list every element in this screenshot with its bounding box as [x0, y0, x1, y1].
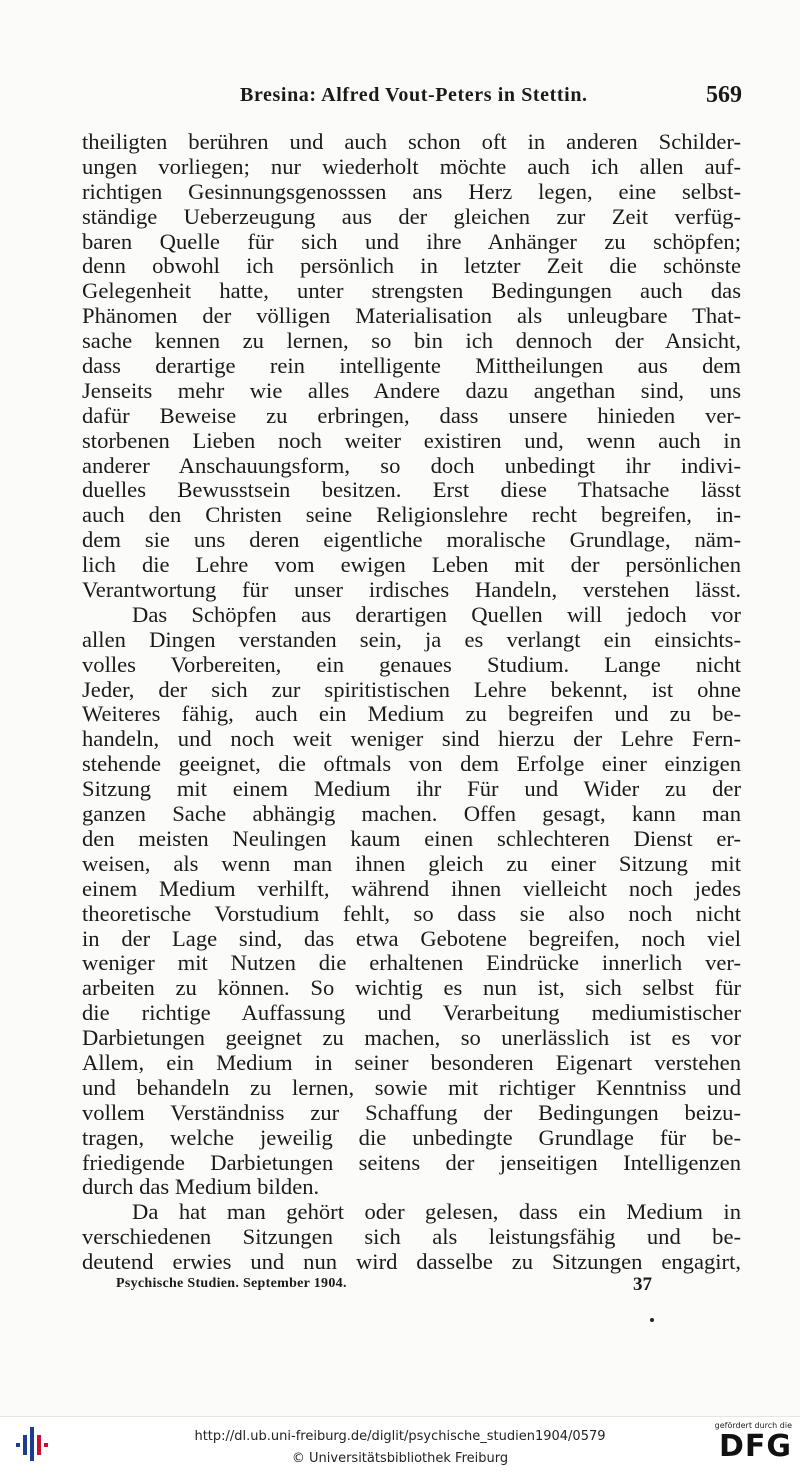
text-line: ständige Ueberzeugung aus der gleichen zur Zeit verfüg-: [82, 203, 741, 229]
text-line: durch das Medium bilden.: [82, 1174, 320, 1200]
text-line: volles Vorbereiten, ein genaues Studium. Lange nicht: [82, 651, 741, 677]
permalink-url[interactable]: http://dl.ub.uni-freiburg.de/diglit/psychische_studien1904/0579: [194, 1429, 606, 1444]
text-line: Jeder, der sich zur spiritistischen Lehre bekennt, ist ohne: [82, 676, 741, 702]
text-line: handeln, und noch weit weniger sind hierzu der Lehre Fern-: [82, 726, 741, 752]
text-line: Weiteres fähig, auch ein Medium zu begreifen und zu be-: [82, 701, 741, 727]
text-line: richtigen Gesinnungsgenosssen ans Herz legen, eine selbst-: [82, 178, 741, 204]
text-line: die richtige Auffassung und Verarbeitung mediumistischer: [82, 1000, 741, 1026]
dfg-logo[interactable]: [708, 1421, 792, 1469]
text-line: in der Lage sind, das etwa Gebotene begreifen, noch viel: [82, 925, 741, 951]
viewer-footer-bar: [0, 1416, 800, 1473]
text-line: baren Quelle für sich und ihre Anhänger zu schöpfen;: [82, 228, 741, 254]
text-line: Jenseits mehr wie alles Andere dazu angethan sind, uns: [82, 377, 741, 403]
text-line: Darbietungen geeignet zu machen, so unerlässlich ist es vor: [82, 1025, 741, 1051]
text-line: denn obwohl ich persönlich in letzter Zeit die schönste: [82, 253, 741, 279]
page-header: [82, 82, 742, 116]
text-line: Sitzung mit einem Medium ihr Für und Wider zu der: [82, 776, 741, 802]
text-line: duelles Bewusstsein besitzen. Erst diese Thatsache lässt: [82, 477, 741, 503]
text-line: theiligten berühren und auch schon oft in anderen Schilder-: [82, 129, 741, 154]
journal-footer: Psychische Studien. September 1904.: [116, 1276, 347, 1291]
text-line: auch den Christen seine Religionslehre recht begreifen, in-: [82, 502, 741, 528]
body-text: [82, 130, 741, 1275]
text-line: stehende geeignet, die oftmals von dem Erfolge einer einzigen: [82, 751, 741, 777]
text-line: Da hat man gehört oder gelesen, dass ein Medium in: [132, 1199, 741, 1225]
text-line: arbeiten zu können. So wichtig es nun ist, sich selbst für: [82, 975, 741, 1001]
text-line: Gelegenheit hatte, unter strengsten Bedingungen auch das: [82, 278, 741, 304]
copyright-notice: © Universitätsbibliothek Freiburg: [291, 1451, 509, 1466]
text-line: friedigende Darbietungen seitens der jenseitigen Intelligenzen: [82, 1149, 741, 1175]
text-line: weniger mit Nutzen die erhaltenen Eindrücke innerlich ver-: [82, 950, 741, 976]
text-line: sache kennen zu lernen, so bin ich dennoch der Ansicht,: [82, 328, 741, 354]
text-line: anderer Anschauungsform, so doch unbedingt ihr indivi-: [82, 452, 741, 478]
text-line: verschiedenen Sitzungen sich als leistungsfähig und be-: [82, 1224, 741, 1250]
text-line: ganzen Sache abhängig machen. Offen gesagt, kann man: [82, 801, 741, 827]
text-line: dem sie uns deren eigentliche moralische Grundlage, näm-: [82, 527, 741, 553]
funding-note: gefördert durch die: [714, 1421, 792, 1430]
text-line: allen Dingen verstanden sein, ja es verlangt ein einsichts-: [82, 626, 741, 652]
page-number: 569: [706, 82, 742, 108]
page-footer: [116, 1276, 656, 1298]
dfg-wordmark: DFG: [718, 1429, 792, 1464]
text-line: storbenen Lieben noch weiter existiren und, wenn auch in: [82, 427, 741, 453]
text-line: ungen vorliegen; nur wiederholt möchte auch ich allen auf-: [82, 153, 741, 179]
text-line: Verantwortung für unser irdisches Handeln, verstehen lässt.: [82, 577, 741, 603]
text-line: dafür Beweise zu erbringen, dass unsere hinieden ver-: [82, 402, 741, 428]
text-line: Allem, ein Medium in seiner besonderen Eigenart verstehen: [82, 1049, 741, 1075]
running-head: Bresina: Alfred Vout-Peters in Stettin.: [240, 84, 588, 106]
signature-mark: 37: [633, 1274, 652, 1295]
text-line: weisen, als wenn man ihnen gleich zu einer Sitzung mit: [82, 850, 741, 876]
text-line: deutend erwies und nun wird dasselbe zu Sitzungen engagirt,: [82, 1249, 741, 1275]
text-line: einem Medium verhilft, während ihnen vielleicht noch jedes: [82, 875, 741, 901]
text-line: dass derartige rein intelligente Mittheilungen aus dem: [82, 353, 741, 379]
text-line: theoretische Vorstudium fehlt, so dass sie also noch nicht: [82, 900, 741, 926]
text-line: vollem Verständniss zur Schaffung der Bedingungen beizu-: [82, 1099, 741, 1125]
text-line: lich die Lehre vom ewigen Leben mit der persönlichen: [82, 552, 741, 578]
text-line: Phänomen der völligen Materialisation als unleugbare That-: [82, 303, 741, 329]
text-line: und behandeln zu lernen, sowie mit richtiger Kenntniss und: [82, 1074, 741, 1100]
text-line: Das Schöpfen aus derartigen Quellen will jedoch vor: [132, 601, 741, 627]
print-speck: [650, 1318, 654, 1322]
text-line: tragen, welche jeweilig die unbedingte Grundlage für be-: [82, 1124, 741, 1150]
text-line: den meisten Neulingen kaum einen schlechteren Dienst er-: [82, 825, 741, 851]
